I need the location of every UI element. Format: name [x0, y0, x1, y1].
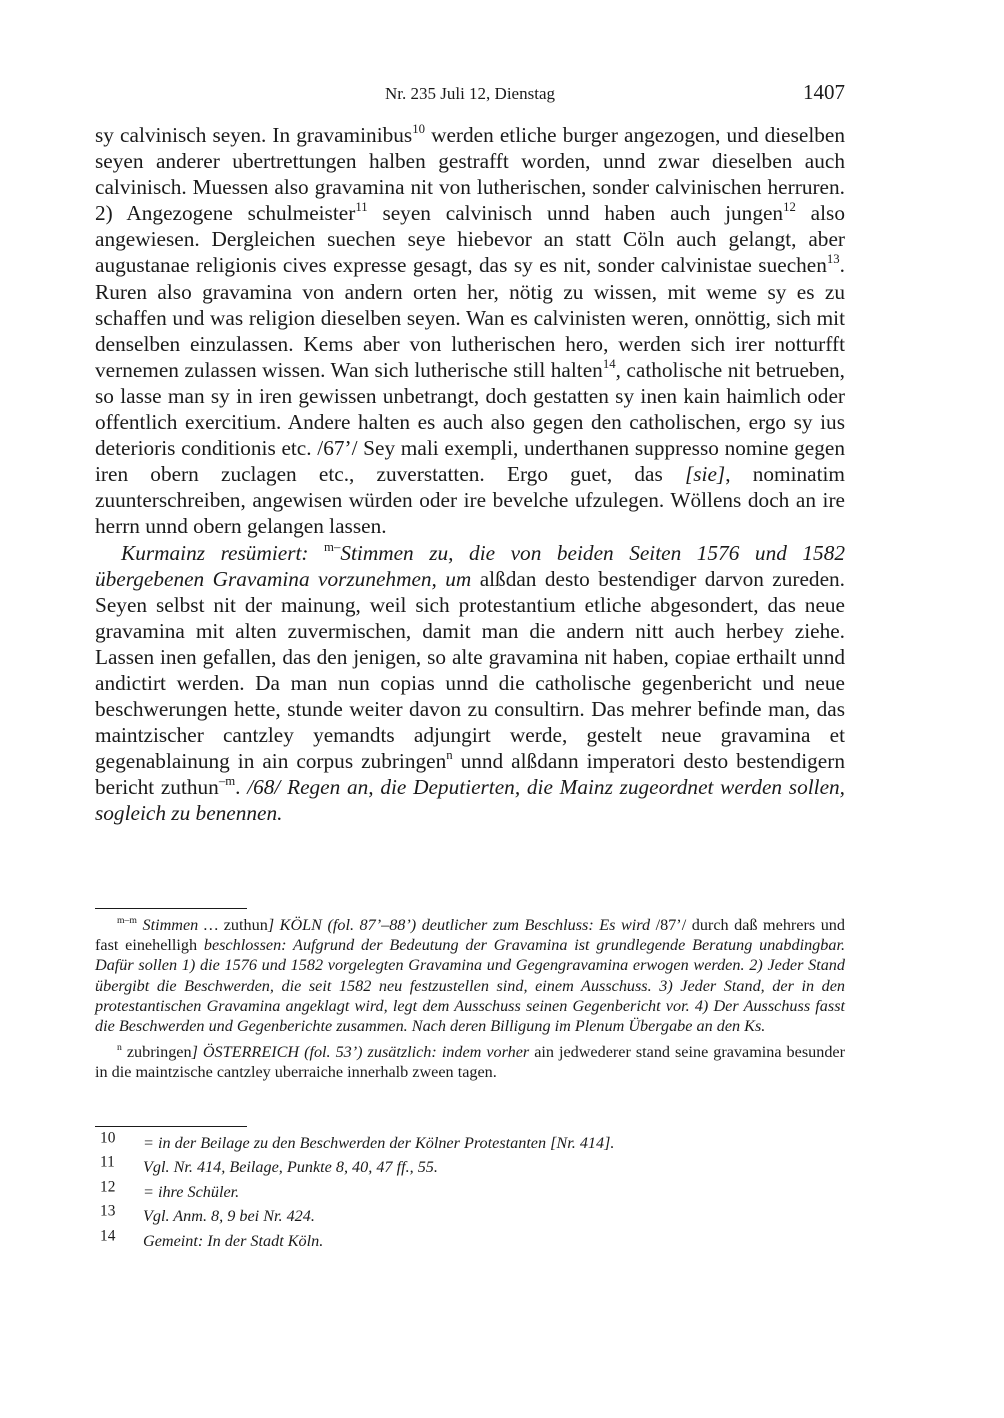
footnote-ref-11[interactable]: 11 — [355, 200, 368, 215]
footnote-14: $^{14}$ Gemeint: In der Stadt Köln. — [100, 1227, 324, 1250]
footnote-rule — [95, 1126, 247, 1127]
main-text — [95, 122, 845, 827]
running-title: Nr. 235 Juli 12, Dienstag — [385, 84, 555, 103]
footnote-11: $^{11}$ Vgl. Nr. 414, Beilage, Punkte 8, 40, 47 ff., 55. — [100, 1154, 438, 1177]
footnote-ref-12[interactable]: 12 — [783, 200, 796, 215]
apparatus-note-n: $^n$ zubringen] ÖSTERREICH (fol. 53’) zusätzlich: indem vorher ain jedwederer stand seine gravamina besunder in die maintzische cantzley uberraiche innerhalb zween tagen. — [95, 1042, 845, 1082]
paragraph-2: Kurmainz resümiert: $^{m-}$Stimmen zu, die von beiden Seiten 1576 und 1582 übergebenen Gravamina vorzunehmen, um alßdan desto bestendiger darvon zureden. Seyen selbst nit der mainung, weil sich protestantium etliche abgesondert, das neue gravamina mit alten zuvermischen, damit man die andern nitt auch herbey ziehe. Lassen inen gefallen, das den jenigen, so alte gravamina nit haben, copiae erthailt unnd andictirt werden. Da man nun copias unnd die catholische gegenbericht und neue beschwerungen hette, stunde weiter davon zu consultirn. Das mehrer befinde man, das maintzischer cantzley yemandts adjungirt werde, gestelt neue gravamina et gegenablainung in ain corpus zubringen$^n$ unnd alßdann imperatori desto bestendigern bericht zuthun$^{-m}$. /68/ Regen an, die Deputierten, die Mainz zugeordnet werden sollen, sogleich zu benennen. — [95, 539, 846, 826]
apparatus-ref-m-end[interactable]: –m — [218, 774, 236, 789]
footnotes — [95, 1131, 845, 1253]
running-head — [95, 80, 845, 108]
apparatus-sigil: n — [117, 1042, 122, 1054]
footnote-13: $^{13}$ Vgl. Anm. 8, 9 bei Nr. 424. — [100, 1202, 315, 1226]
footnote-ref-10[interactable]: 10 — [412, 122, 425, 137]
paragraph-1: sy calvinisch seyen. In gravaminibus$^{10}$ werden etliche burger angezogen, und dieselben seyen anderer ubertrettungen halben gestrafft worden, unnd zwar dieselben auch calvinisch. Muessen also gravamina nit von lutherischen, sonder calvinischen herruren. 2) Angezogene schulmeister$^{11}$ seyen calvinisch unnd haben auch jungen$^{12}$ also angewiesen. Dergleichen suechen seye hiebevor an statt Cöln auch gelangt, aber augustanae religionis cives expresse gesagt, das sy es nit, sonder calvinistae suechen$^{13}$. Ruren also gravamina von andern orten her, nötig zu wissen, mit weme sy es zu schaffen und was religion dieselben seyen. Wan es calvinisten weren, onnöttig, sich mit denselben einzulassen. Kems aber von lutherischen hero, werden sich irer notturfft vernemen zulassen wissen. Wan sich lutherische still halten$^{14}$, catholische nit betrueben, so lasse man sy in iren gewissen unbetrangt, doch gestatten sy inen kain haimlich oder offentlich exercitium. Andere halten es auch also gegen den catholischen, ergo sy ius deterioris conditionis etc. /67’/ Sey mali exempli, underthanen suppresso nomine gegen iren obern zuclagen etc., zuverstatten. Ergo guet, das [sie], nominatim zuunterschreiben, angewisen würden oder ire bevelche ufzulegen. Wöllens doch an ire herrn unnd obern gelangen lassen. — [95, 122, 845, 539]
footnote-10: $^{10}$ = in der Beilage zu den Beschwerden der Kölner Protestanten [Nr. 414]. — [100, 1129, 615, 1152]
footnote-12: $^{12}$ = ihre Schüler. — [100, 1178, 240, 1201]
critical-apparatus — [95, 915, 845, 1083]
apparatus-note-m: $^{m-m}$ Stimmen … zuthun] KÖLN (fol. 87’–88’) deutlicher zum Beschluss: Es wird /87’/ durch daß mehrers und fast einehelligh beschlossen: Aufgrund der Bedeutung der Gravamina ist grundlegende Beratung unabdingbar. Dafür sollen 1) die 1576 und 1582 vorgelegten Gravamina und Gegengravamina erwogen werden. 2) Jeder Stand übergibt die Beschwerden, die seit 1582 neu festzustellen sind, einem Ausschuss. 3) Jeder Stand, der in den protestantischen Gravamina angeklagt wird, legt dem Ausschuss seinen Gegenbericht vor. 4) Der Ausschuss fasst die Beschwerden und Gegenberichte zusammen. Nach deren Billigung im Plenum Übergabe an den Ks. — [95, 915, 845, 1036]
footnote-ref-13[interactable]: 13 — [826, 252, 840, 267]
page-number: 1407 — [803, 80, 845, 104]
apparatus-sigil: m–m — [117, 915, 137, 927]
apparatus-ref-m-start[interactable]: m– — [324, 539, 341, 554]
footnote-ref-14[interactable]: 14 — [602, 356, 616, 371]
apparatus-rule — [95, 908, 247, 909]
apparatus-ref-n[interactable]: n — [446, 748, 453, 763]
